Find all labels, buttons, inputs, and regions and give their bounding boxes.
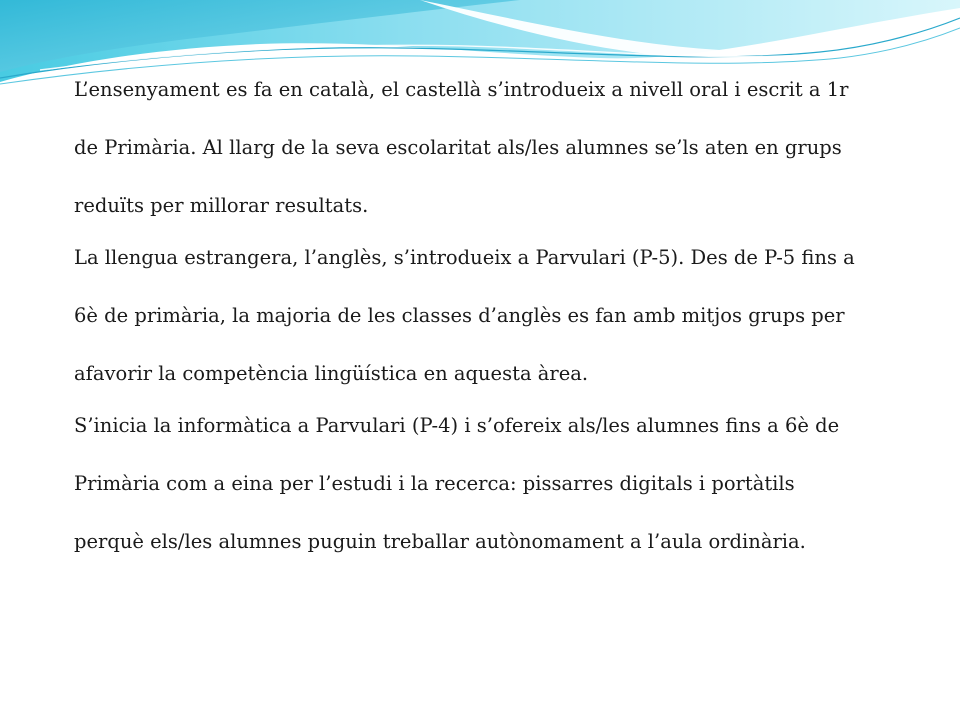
text-line: La llengua estrangera, l’anglès, s’introdueix a Parvulari (P-5). Des de P-5 fins a (74, 246, 855, 269)
paragraph-language-of-instruction (74, 70, 894, 244)
paragraph-computing (74, 406, 894, 580)
text-line: L’ensenyament es fa en català, el castellà s’introdueix a nivell oral i escrit a 1r (74, 78, 849, 101)
text-line: 6è de primària, la majoria de les classes d’anglès es fan amb mitjos grups per (74, 304, 845, 327)
text-line: S’inicia la informàtica a Parvulari (P-4) i s’ofereix als/les alumnes fins a 6è de (74, 414, 840, 437)
text-line: perquè els/les alumnes puguin treballar autònomament a l’aula ordinària. (74, 530, 806, 553)
text-line: Primària com a eina per l’estudi i la recerca: pissarres digitals i portàtils (74, 472, 795, 495)
text-line: de Primària. Al llarg de la seva escolaritat als/les alumnes se’ls aten en grups (74, 136, 842, 159)
text-line: afavorir la competència lingüística en aquesta àrea. (74, 362, 589, 385)
paragraph-foreign-language (74, 238, 894, 412)
slide-body (74, 70, 894, 580)
text-line: reduïts per millorar resultats. (74, 194, 369, 217)
